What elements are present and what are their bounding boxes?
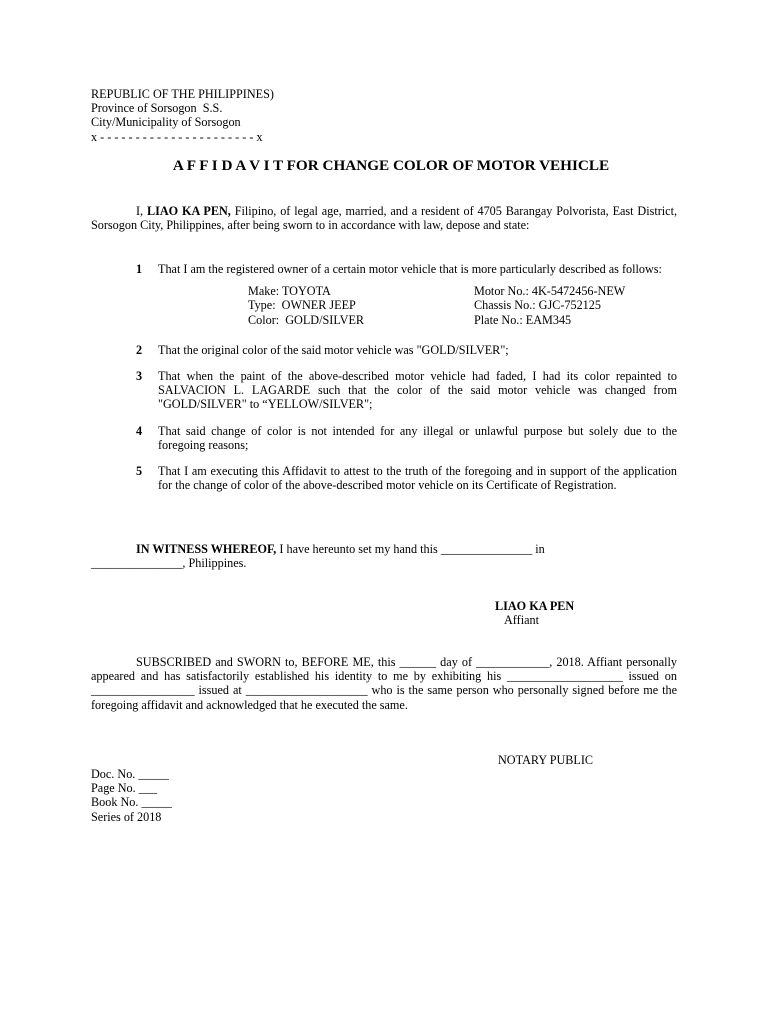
item-number: 2: [136, 342, 143, 357]
vehicle-specs: [248, 284, 677, 327]
spec-motor-no: Motor No.: 4K-5472456-NEW: [474, 284, 626, 299]
notary-public-label: NOTARY PUBLIC: [498, 753, 594, 767]
witness-lead: IN WITNESS WHEREOF,: [136, 542, 277, 556]
spec-chassis-no: Chassis No.: GJC-752125: [474, 298, 601, 313]
doc-no: Doc. No. _____: [91, 767, 169, 781]
venue-block: [91, 87, 274, 144]
affiant-name-inline: LIAO KA PEN,: [146, 204, 231, 218]
intro-text: Filipino, of legal age, married, and a resident of 4705 Barangay Polvorista, East District, Sorsogon City, Philippines, after being sworn to in accordance with law, depose and state:: [91, 204, 678, 233]
witness-clause: [91, 542, 677, 570]
page-no: Page No. ___: [91, 781, 158, 796]
list-item: [91, 343, 677, 357]
list-item: [91, 262, 677, 327]
item-number: 1: [136, 262, 143, 276]
item-text: That said change of color is not intended for any illegal or unlawful purpose but solely due to the foregoing reasons;: [158, 423, 677, 452]
document-title: A F F I D A V I T FOR CHANGE COLOR OF MOTOR VEHICLE: [172, 157, 610, 174]
witness-text-1: I have hereunto set my hand this _______________ in: [276, 542, 545, 556]
item-text: That I am the registered owner of a certain motor vehicle that is more particularly described as follows:: [158, 262, 662, 276]
venue-city: City/Municipality of Sorsogon: [91, 115, 241, 130]
spec-plate-no: Plate No.: EAM345: [474, 312, 572, 327]
jurat-paragraph: SUBSCRIBED and SWORN to, BEFORE ME, this ______ day of ____________, 2018. Affiant personally appeared and has satisfactorily established his identity to me by exhibiting his ___________________ issued on _________________ issued at ____________________ who is the same person who personally signed before me the foregoing affidavit and acknowledged that he executed the same.: [91, 655, 677, 712]
series: Series of 2018: [91, 809, 162, 824]
list-item: [91, 369, 677, 412]
item-number: 3: [136, 369, 143, 384]
affiant-label: Affiant: [504, 613, 539, 627]
item-text: That I am executing this Affidavit to attest to the truth of the foregoing and in support of the application for the change of color of the above-described motor vehicle on its Certificate of Registration.: [158, 464, 677, 493]
item-text: That the original color of the said motor vehicle was "GOLD/SILVER";: [158, 342, 509, 357]
list-item: [91, 464, 677, 492]
book-no: Book No. _____: [91, 795, 172, 810]
notarial-register: [91, 767, 172, 824]
intro-pre: I,: [136, 204, 147, 218]
venue-republic: REPUBLIC OF THE PHILIPPINES): [91, 87, 274, 101]
item-number: 4: [136, 423, 143, 438]
list-item: [91, 424, 677, 452]
spec-color: Color: GOLD/SILVER: [248, 312, 365, 327]
venue-province: Province of Sorsogon S.S.: [91, 101, 223, 116]
statement-list: [91, 262, 677, 492]
item-number: 5: [136, 464, 143, 479]
affiant-signature-name: LIAO KA PEN: [495, 599, 575, 613]
spec-type: Type: OWNER JEEP: [248, 298, 356, 313]
item-text: That when the paint of the above-described motor vehicle had faded, I had its color repainted to SALVACION L. LAGARDE such that the color of the said motor vehicle was changed from "GOLD/SILVER" to “YELLOW/SILVER";: [158, 369, 677, 412]
spec-make: Make: TOYOTA: [248, 284, 331, 299]
intro-paragraph: [91, 204, 677, 232]
witness-text-2: _______________, Philippines.: [91, 556, 247, 571]
venue-separator: x - - - - - - - - - - - - - - - - - - - - - - x: [91, 129, 263, 144]
